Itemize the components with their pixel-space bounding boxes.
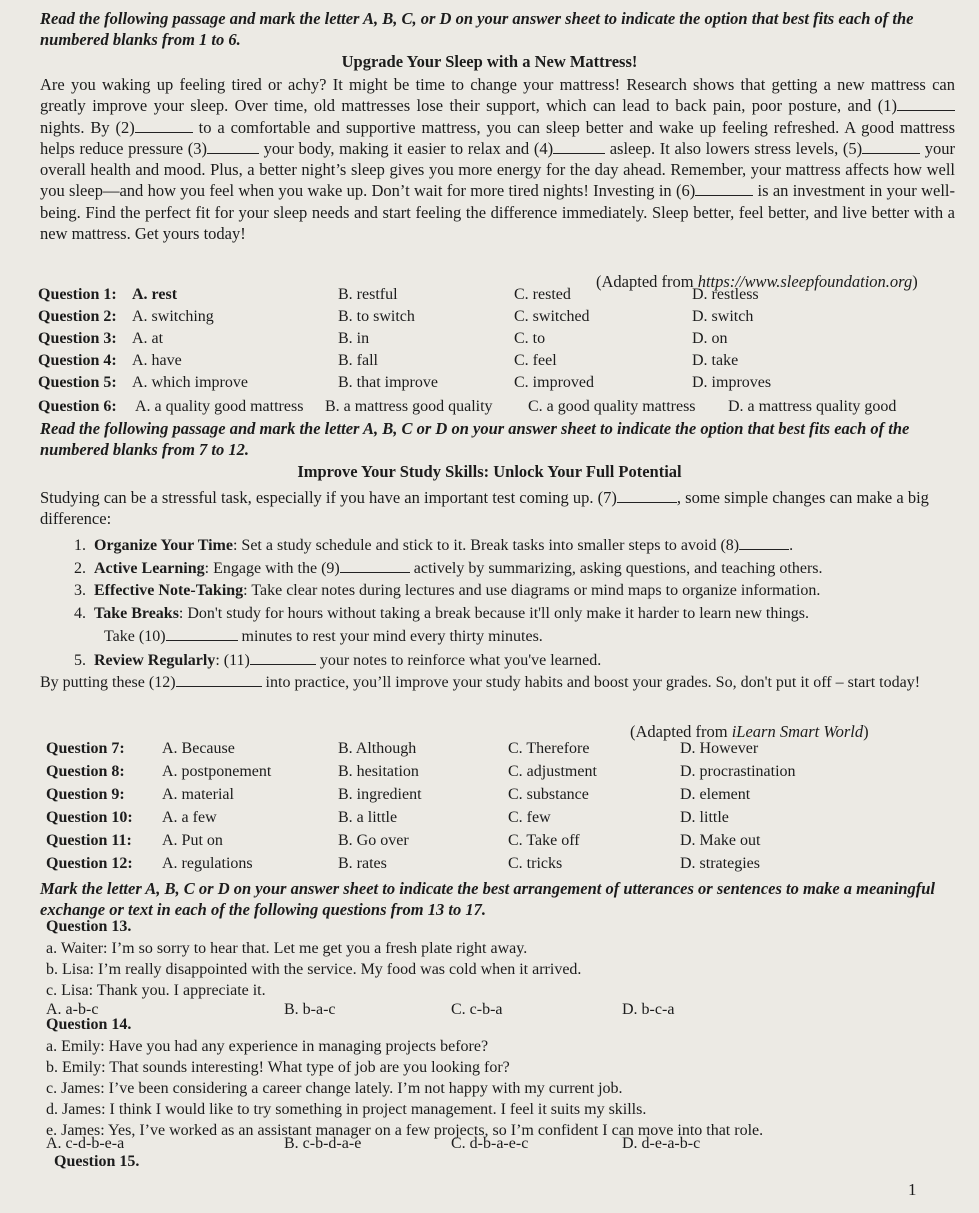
question-row: Question 11: A. Put on B. Go over C. Take off D. Make out bbox=[46, 832, 761, 849]
exchange-line: c. Lisa: Thank you. I appreciate it. bbox=[46, 982, 266, 999]
exchange-line: c. James: I’ve been considering a career change lately. I’m not happy with my current job. bbox=[46, 1080, 623, 1097]
question-row: A. c-d-b-e-a B. c-b-d-a-e C. d-b-a-e-c D. d-e-a-b-c bbox=[46, 1135, 701, 1152]
section1-passage: Are you waking up feeling tired or achy? It might be time to change your mattress! Research shows that getting a new mattress can greatly improve your sleep. Over time, old mattresses lose their support, which can lead to back pain, poor posture, and (1) nights. By (2) to a comfortable and supportive mattress, you can sleep better and wake up feeling refreshed. A good mattress helps reduce pressure (3) your body, making it easier to relax and (4) asleep. It also lowers stress levels, (5) your overall health and mood. Plus, a better night’s sleep gives you more energy for the day ahead. Remember, your mattress affects how well you sleep—and how you feel when you wake up. Don’t wait for more tired nights! Investing in (6) is an investment in your well-being. Find the perfect fit for your sleep needs and start feeling the difference immediately. Sleep better, feel better, and live better with a new mattress. Get yours today! bbox=[40, 75, 956, 244]
question-row: Question 3: A. at B. in C. to D. on bbox=[38, 330, 728, 347]
question-row: Question 7: A. Because B. Although C. Therefore D. However bbox=[46, 740, 759, 757]
blank-5 bbox=[862, 140, 920, 154]
exchange-line: b. Emily: That sounds interesting! What type of job are you looking for? bbox=[46, 1059, 510, 1076]
question-row: Question 8: A. postponement B. hesitation C. adjustment D. procrastination bbox=[46, 763, 796, 780]
exchange-line: a. Emily: Have you had any experience in managing projects before? bbox=[46, 1038, 489, 1055]
section2-instruction: Read the following passage and mark the letter A, B, C or D on your answer sheet to indicate the option that best fits each of the numbered blanks from 7 to 12. bbox=[40, 419, 910, 460]
section2-intro: Studying can be a stressful task, especially if you have an important test coming up. (7) , some simple changes can make a big difference: bbox=[40, 488, 929, 529]
blank-2 bbox=[135, 119, 193, 133]
blank-6 bbox=[695, 182, 753, 196]
page-number: 1 bbox=[908, 1180, 917, 1199]
section1-source: (Adapted from https://www.sleepfoundation.org) bbox=[596, 272, 918, 291]
blank-1 bbox=[897, 97, 955, 111]
blank-4 bbox=[553, 140, 605, 154]
blank-11 bbox=[250, 651, 316, 665]
section2-outro: By putting these (12) into practice, you’ll improve your study habits and boost your grades. So, don't put it off – start today! bbox=[40, 674, 921, 691]
section1-instruction: Read the following passage and mark the letter A, B, C, or D on your answer sheet to indicate the option that best fits each of the numbered blanks from 1 to 6. bbox=[40, 9, 914, 50]
question-row: Question 12: A. regulations B. rates C. tricks D. strategies bbox=[46, 855, 760, 872]
question-14-label: Question 14. bbox=[46, 1016, 132, 1033]
tip-item: 5. Review Regularly: (11) your notes to reinforce what you've learned. bbox=[74, 652, 602, 669]
section1-title: Upgrade Your Sleep with a New Mattress! bbox=[341, 52, 638, 71]
tip-item: 2. Active Learning: Engage with the (9) actively by summarizing, asking questions, and teaching others. bbox=[74, 560, 823, 577]
question-row: Question 1: A. rest B. restful C. rested D. restless bbox=[38, 286, 759, 303]
exchange-line: d. James: I think I would like to try something in project management. I feel it suits my skills. bbox=[46, 1101, 647, 1118]
blank-3 bbox=[207, 140, 259, 154]
question-row: Question 6: A. a quality good mattress B. a mattress good quality C. a good quality mattress D. a mattress quality good bbox=[38, 398, 897, 415]
blank-9 bbox=[340, 559, 410, 573]
question-row: A. a-b-c B. b-a-c C. c-b-a D. b-c-a bbox=[46, 1001, 675, 1018]
section3-instruction: Mark the letter A, B, C or D on your answer sheet to indicate the best arrangement of utterances or sentences to make a meaningful exchange or text in each of the following questions from 13 to 17. bbox=[40, 879, 936, 920]
blank-8 bbox=[739, 536, 789, 550]
blank-7 bbox=[617, 489, 677, 503]
question-13-label: Question 13. bbox=[46, 918, 132, 935]
exchange-line: a. Waiter: I’m so sorry to hear that. Let me get you a fresh plate right away. bbox=[46, 940, 528, 957]
question-row: Question 4: A. have B. fall C. feel D. take bbox=[38, 352, 739, 369]
tip-item: 4. Take Breaks: Don't study for hours without taking a break because it'll only make it harder to learn new things. bbox=[74, 605, 809, 622]
question-row: Question 9: A. material B. ingredient C. substance D. element bbox=[46, 786, 751, 803]
exchange-line: e. James: Yes, I’ve worked as an assistant manager on a few projects, so I’m confident I can move into that role. bbox=[46, 1122, 764, 1139]
exchange-line: b. Lisa: I’m really disappointed with the service. My food was cold when it arrived. bbox=[46, 961, 582, 978]
blank-12 bbox=[176, 673, 262, 687]
question-15-label: Question 15. bbox=[54, 1153, 140, 1170]
question-row: Question 10: A. a few B. a little C. few D. little bbox=[46, 809, 729, 826]
section2-source: (Adapted from iLearn Smart World) bbox=[630, 722, 869, 741]
tip-item-continuation: Take (10) minutes to rest your mind every thirty minutes. bbox=[104, 628, 543, 645]
blank-10 bbox=[166, 627, 238, 641]
tip-item: 1. Organize Your Time: Set a study schedule and stick to it. Break tasks into smaller steps to avoid (8) . bbox=[74, 537, 794, 554]
section2-title: Improve Your Study Skills: Unlock Your Full Potential bbox=[297, 462, 682, 481]
tip-item: 3. Effective Note-Taking: Take clear notes during lectures and use diagrams or mind maps to organize information. bbox=[74, 582, 821, 599]
question-row: Question 5: A. which improve B. that improve C. improved D. improves bbox=[38, 374, 772, 391]
question-row: Question 2: A. switching B. to switch C. switched D. switch bbox=[38, 308, 754, 325]
